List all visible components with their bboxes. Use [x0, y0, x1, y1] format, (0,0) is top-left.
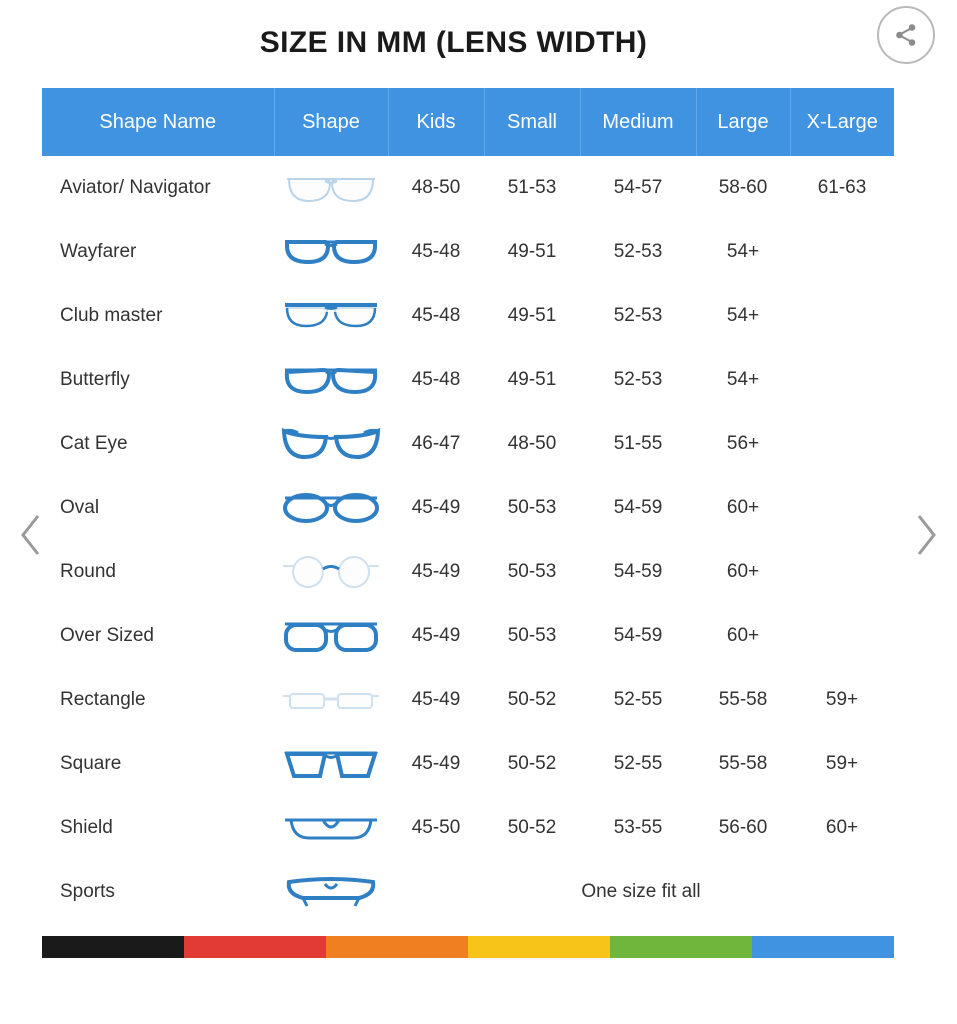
row-size-large: 54+: [696, 284, 790, 348]
row-size-medium: 53-55: [580, 796, 696, 860]
row-size-large: 56+: [696, 412, 790, 476]
color-strip-segment-4: [468, 936, 610, 958]
row-size-medium: 52-53: [580, 348, 696, 412]
chevron-right-icon: [913, 512, 939, 558]
color-strip: [42, 936, 894, 958]
table-row: [42, 412, 894, 476]
row-size-small: 50-53: [484, 540, 580, 604]
row-size-large: 60+: [696, 476, 790, 540]
oversized-glasses-icon: [274, 611, 388, 661]
row-shape-cell: [274, 604, 388, 668]
row-size-kids: 45-49: [388, 540, 484, 604]
row-shape-name: Aviator/ Navigator: [42, 156, 274, 220]
color-strip-segment-2: [184, 936, 326, 958]
row-shape-cell: [274, 796, 388, 860]
row-size-medium: 54-59: [580, 604, 696, 668]
column-header-x-large: X-Large: [790, 88, 894, 156]
row-size-medium: 54-59: [580, 476, 696, 540]
size-chart-card: [42, 88, 894, 958]
row-size-kids: 45-49: [388, 604, 484, 668]
row-size-small: 49-51: [484, 348, 580, 412]
row-shape-name: Club master: [42, 284, 274, 348]
row-size-small: 50-52: [484, 732, 580, 796]
row-size-medium: 54-57: [580, 156, 696, 220]
row-shape-name: Over Sized: [42, 604, 274, 668]
row-shape-name: Wayfarer: [42, 220, 274, 284]
row-size-xlarge: 61-63: [790, 156, 894, 220]
table-body: [42, 156, 894, 924]
row-size-xlarge: [790, 476, 894, 540]
table-row: [42, 348, 894, 412]
table-row: [42, 732, 894, 796]
column-header-small: Small: [484, 88, 580, 156]
row-size-large: 56-60: [696, 796, 790, 860]
color-strip-segment-6: [752, 936, 894, 958]
row-size-kids: 45-50: [388, 796, 484, 860]
color-strip-segment-5: [610, 936, 752, 958]
row-shape-cell: [274, 284, 388, 348]
row-size-kids: 45-49: [388, 476, 484, 540]
row-size-small: 51-53: [484, 156, 580, 220]
row-size-xlarge: 60+: [790, 796, 894, 860]
row-shape-cell: [274, 860, 388, 924]
row-shape-cell: [274, 668, 388, 732]
square-glasses-icon: [274, 739, 388, 789]
row-shape-cell: [274, 732, 388, 796]
sports-glasses-icon: [274, 867, 388, 917]
table-header: [42, 88, 894, 156]
cateye-glasses-icon: [274, 419, 388, 469]
table-row: [42, 156, 894, 220]
row-size-kids: 45-49: [388, 732, 484, 796]
column-header-shape: Shape: [274, 88, 388, 156]
column-header-kids: Kids: [388, 88, 484, 156]
row-size-large: 60+: [696, 540, 790, 604]
row-size-large: 58-60: [696, 156, 790, 220]
row-size-kids: 45-48: [388, 220, 484, 284]
row-size-medium: 52-55: [580, 668, 696, 732]
row-size-small: 50-53: [484, 604, 580, 668]
share-icon: [893, 22, 919, 48]
table-row: [42, 604, 894, 668]
row-size-small: 50-52: [484, 668, 580, 732]
column-header-shape-name: Shape Name: [42, 88, 274, 156]
rectangle-glasses-icon: [274, 675, 388, 725]
table-row: [42, 284, 894, 348]
page-title: SIZE IN MM (LENS WIDTH): [259, 26, 648, 59]
row-size-medium: 52-55: [580, 732, 696, 796]
color-strip-segment-3: [326, 936, 468, 958]
row-shape-name: Cat Eye: [42, 412, 274, 476]
row-size-large: 60+: [696, 604, 790, 668]
row-size-kids: 46-47: [388, 412, 484, 476]
row-size-xlarge: 59+: [790, 668, 894, 732]
row-shape-name: Rectangle: [42, 668, 274, 732]
row-shape-cell: [274, 540, 388, 604]
row-size-small: 50-53: [484, 476, 580, 540]
row-shape-name: Butterfly: [42, 348, 274, 412]
oval-glasses-icon: [274, 483, 388, 533]
row-shape-name: Round: [42, 540, 274, 604]
row-size-small: 49-51: [484, 284, 580, 348]
row-size-medium: 54-59: [580, 540, 696, 604]
table-row: [42, 476, 894, 540]
carousel-next-button[interactable]: [903, 500, 949, 570]
row-size-medium: 51-55: [580, 412, 696, 476]
row-shape-cell: [274, 156, 388, 220]
row-size-xlarge: 59+: [790, 732, 894, 796]
size-chart-table: [42, 88, 894, 924]
color-strip-segment-1: [42, 936, 184, 958]
row-shape-name: Square: [42, 732, 274, 796]
table-row: [42, 796, 894, 860]
row-size-large: 54+: [696, 220, 790, 284]
table-header-row: [42, 88, 894, 156]
row-shape-cell: [274, 348, 388, 412]
clubmaster-glasses-icon: [274, 291, 388, 341]
table-row: [42, 668, 894, 732]
butterfly-glasses-icon: [274, 355, 388, 405]
row-shape-name: Sports: [42, 860, 274, 924]
row-size-medium: 52-53: [580, 220, 696, 284]
row-size-xlarge: [790, 284, 894, 348]
row-size-small: 49-51: [484, 220, 580, 284]
row-shape-cell: [274, 412, 388, 476]
row-size-small: 50-52: [484, 796, 580, 860]
row-size-large: 55-58: [696, 668, 790, 732]
row-shape-name: Shield: [42, 796, 274, 860]
row-size-kids: 45-48: [388, 284, 484, 348]
row-size-large: 55-58: [696, 732, 790, 796]
shield-glasses-icon: [274, 803, 388, 853]
row-size-kids: 45-48: [388, 348, 484, 412]
row-size-xlarge: [790, 348, 894, 412]
round-glasses-icon: [274, 547, 388, 597]
aviator-glasses-icon: [274, 163, 388, 213]
row-size-large: 54+: [696, 348, 790, 412]
column-header-medium: Medium: [580, 88, 696, 156]
row-one-size-text: One size fit all: [388, 860, 894, 924]
row-size-xlarge: [790, 412, 894, 476]
row-size-kids: 48-50: [388, 156, 484, 220]
row-size-xlarge: [790, 220, 894, 284]
column-header-large: Large: [696, 88, 790, 156]
chevron-left-icon: [18, 512, 44, 558]
row-size-kids: 45-49: [388, 668, 484, 732]
row-size-medium: 52-53: [580, 284, 696, 348]
row-shape-name: Oval: [42, 476, 274, 540]
wayfarer-glasses-icon: [274, 227, 388, 277]
carousel-prev-button[interactable]: [8, 500, 54, 570]
row-shape-cell: [274, 476, 388, 540]
table-row: [42, 860, 894, 924]
row-size-small: 48-50: [484, 412, 580, 476]
share-button[interactable]: [877, 6, 935, 64]
table-row: [42, 220, 894, 284]
row-size-xlarge: [790, 540, 894, 604]
row-size-xlarge: [790, 604, 894, 668]
row-shape-cell: [274, 220, 388, 284]
table-row: [42, 540, 894, 604]
